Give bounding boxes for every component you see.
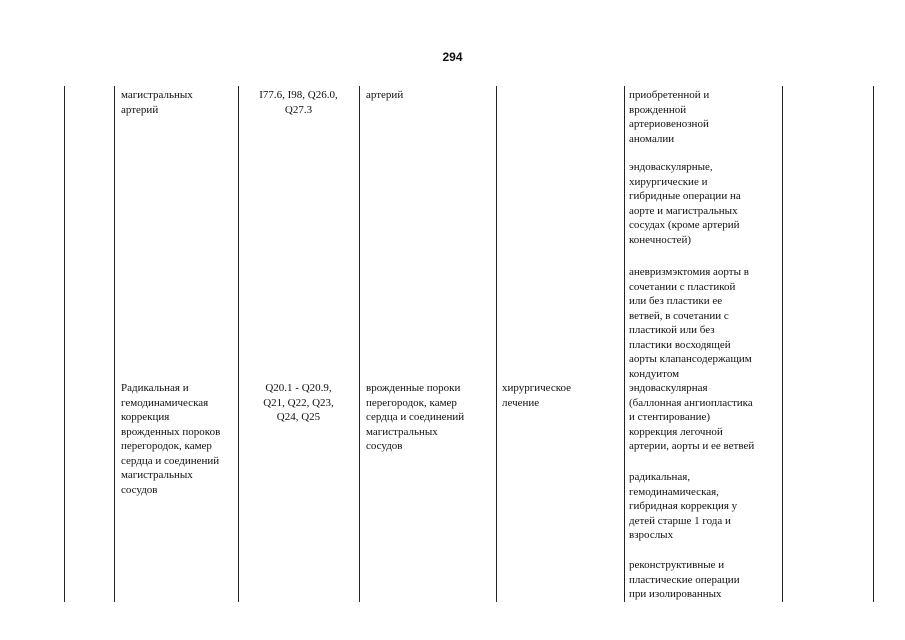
icd-codes-cell: I77.6, I98, Q26.0, Q27.3 [259, 89, 338, 116]
column-divider [359, 86, 360, 602]
treatment-method-text: аневризмэктомия аорты в сочетании с пластикой или без пластики ее ветвей, в сочетании с пластикой или без пластики восходящей аорты клапансодержащим кондуитом [629, 266, 752, 380]
treatment-method-text: эндоваскулярная (баллонная ангиопластика и стентирование) коррекция легочной артерии, аорты и ее ветвей [629, 382, 755, 452]
icd-codes-cell: Q20.1 - Q20.9, Q21, Q22, Q23, Q24, Q25 [263, 382, 334, 423]
column-divider [624, 86, 625, 602]
page-number: 294 [442, 50, 463, 64]
column-divider [114, 86, 115, 602]
patient-model-cell: врожденные пороки перегородок, камер сердца и соединений магистральных сосудов [366, 382, 465, 452]
patient-model-cell: артерий [366, 89, 404, 101]
column-divider [496, 86, 497, 602]
care-type-name-cell: Радикальная и гемодинамическая коррекция врожденных пороков перегородок, камер сердца и соединений магистральных сосудов [121, 382, 221, 496]
table-border-left [64, 86, 65, 602]
treatment-method-text: эндоваскулярные, хирургические и гибридные операции на аорте и магистральных сосудах (кроме артерий конечностей) [629, 161, 741, 246]
column-divider [782, 86, 783, 602]
table-border-right [873, 86, 874, 602]
treatment-method-text: приобретенной и врожденной артериовенозной аномалии [629, 89, 710, 145]
column-divider [238, 86, 239, 602]
treatment-method-text: радикальная, гемодинамическая, гибридная коррекция у детей старше 1 года и взрослых [629, 471, 738, 541]
treatment-method-text: реконструктивные и пластические операции при изолированных [629, 559, 740, 600]
treatment-type-cell: хирургическое лечение [502, 382, 572, 409]
care-type-name-cell: магистральных артерий [121, 89, 193, 116]
